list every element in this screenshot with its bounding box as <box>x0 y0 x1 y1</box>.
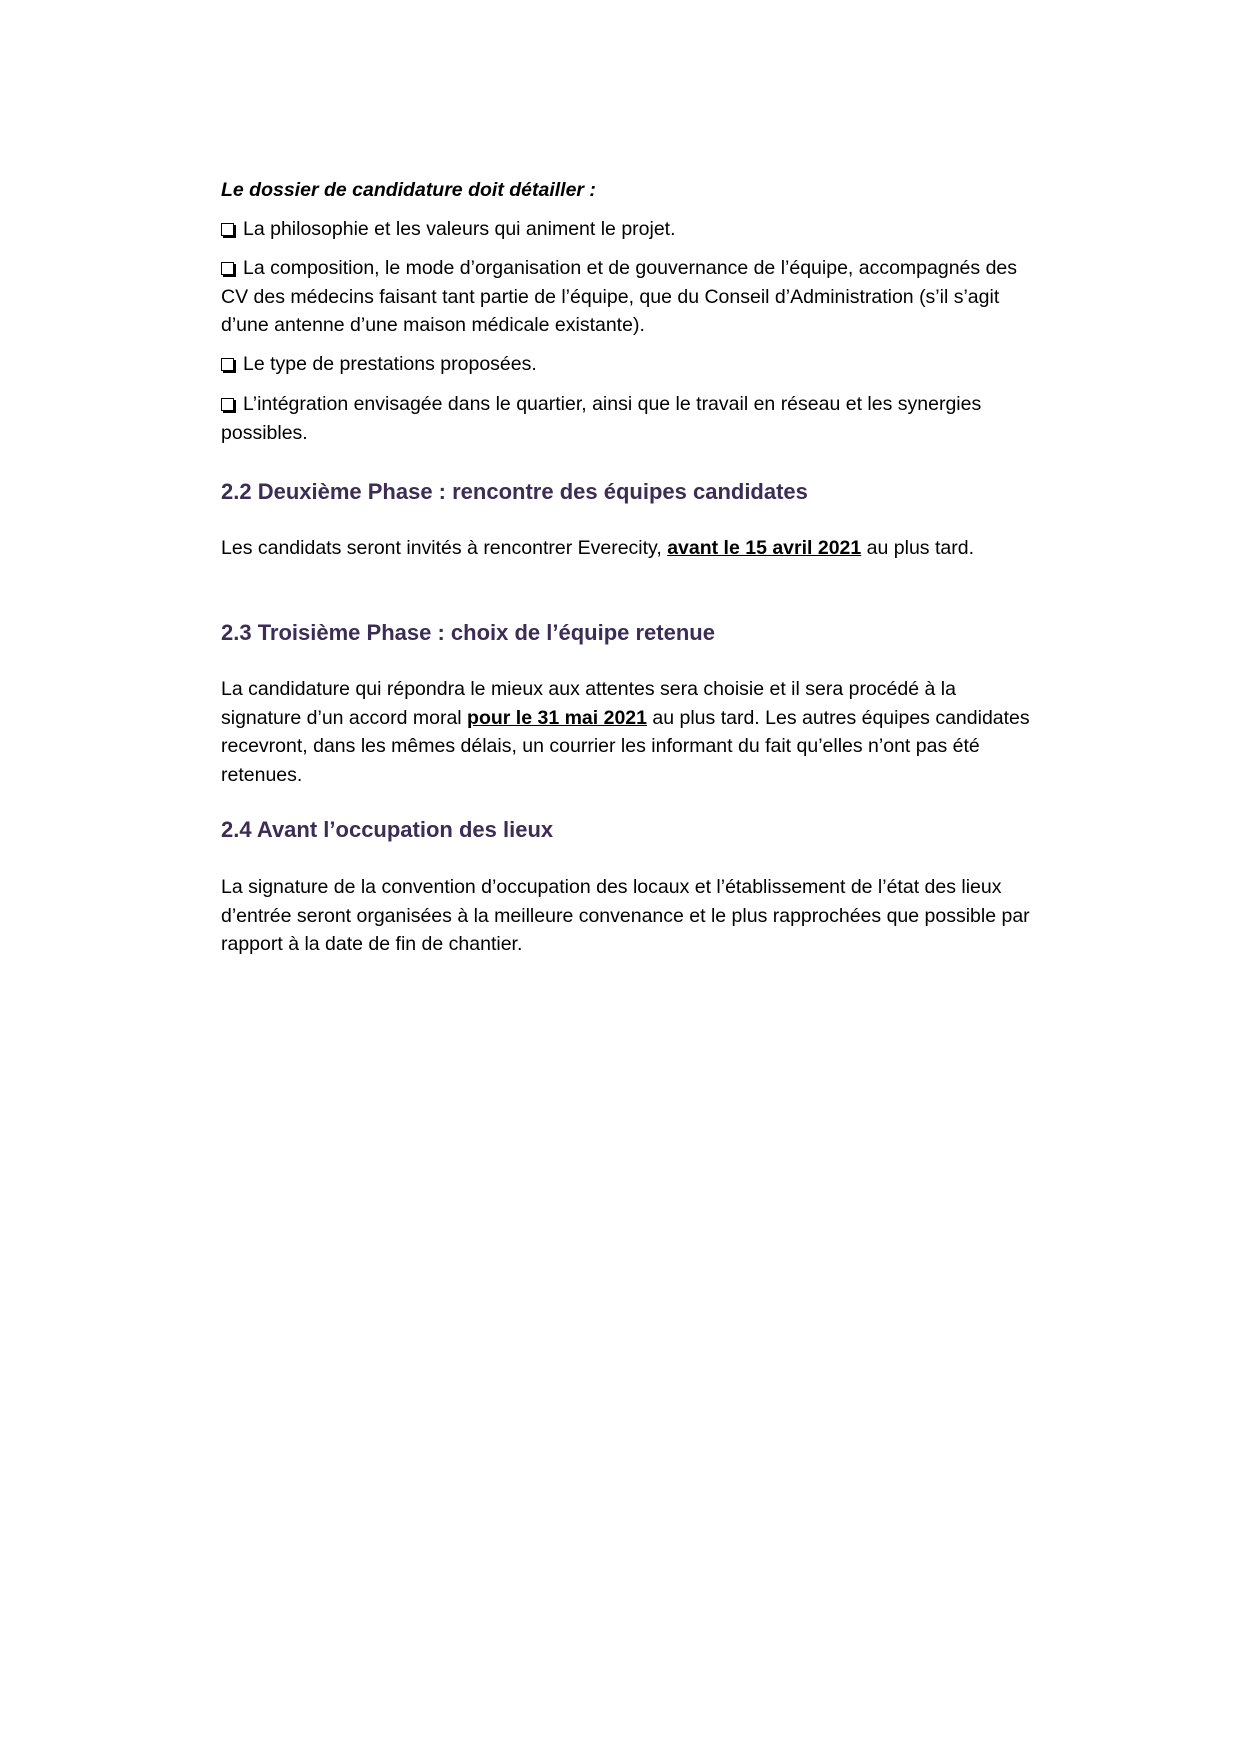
checklist-item-text: CV des médecins faisant tant partie de l’équipe, que du Conseil d’Administration (s’il s’agit <box>221 285 1000 308</box>
section-2-2-text-start: Les candidats seront invités à rencontrer Everecity, <box>221 537 668 559</box>
checkbox-icon <box>221 262 234 275</box>
section-2-3-line: retenues. <box>221 763 303 786</box>
checklist-item-text: d’une antenne d’une maison médicale existante). <box>221 314 645 336</box>
deadline-highlight: avant le 15 avril 2021 <box>667 537 862 559</box>
checklist-item-text: La philosophie et les valeurs qui animent le projet. <box>243 218 676 240</box>
section-heading-2-2: 2.2 Deuxième Phase : rencontre des équipes candidates <box>221 479 808 504</box>
checkbox-icon <box>221 223 234 236</box>
checklist-item <box>221 390 1101 447</box>
checklist-item <box>221 254 1101 340</box>
intro-text: Le dossier de candidature doit détailler : <box>221 179 596 201</box>
checklist-item-text: Le type de prestations proposées. <box>243 353 537 375</box>
section-2-4-text <box>221 873 1101 959</box>
section-heading-2-4: 2.4 Avant l’occupation des lieux <box>221 817 554 842</box>
section-2-3-line-start: signature d’un accord moral <box>221 706 468 729</box>
section-2-2-text-end: au plus tard. <box>861 537 974 559</box>
section-2-3-text <box>221 675 1101 789</box>
section-2-3-line-end: au plus tard. Les autres équipes candidates <box>646 706 1030 729</box>
checkbox-icon <box>221 398 234 411</box>
section-2-4-line: rapport à la date de fin de chantier. <box>221 933 523 955</box>
checkbox-icon <box>221 358 234 371</box>
section-heading-2-3: 2.3 Troisième Phase : choix de l’équipe retenue <box>221 620 715 645</box>
deadline-highlight: pour le 31 mai 2021 <box>467 706 647 729</box>
section-2-4-line: La signature de la convention d’occupation des locaux et l’établissement de l’état des lieux <box>221 876 1002 898</box>
checklist-item-text: La composition, le mode d’organisation et de gouvernance de l’équipe, accompagnés des <box>243 257 1018 279</box>
checklist-item-text: possibles. <box>221 421 308 444</box>
section-2-3-line <box>221 704 1101 733</box>
section-2-4-line: d’entrée seront organisées à la meilleure convenance et le plus rapprochées que possible par <box>221 904 1030 927</box>
checklist-item-text: L’intégration envisagée dans le quartier, ainsi que le travail en réseau et les synergies <box>243 393 982 415</box>
section-2-3-line: recevront, dans les mêmes délais, un courrier les informant du fait qu’elles n’ont pas été <box>221 735 980 757</box>
section-2-3-line: La candidature qui répondra le mieux aux attentes sera choisie et il sera procédé à la <box>221 678 956 700</box>
section-2-2-text <box>221 534 1101 563</box>
checklist-item <box>221 215 1101 244</box>
checklist-item <box>221 350 1101 379</box>
